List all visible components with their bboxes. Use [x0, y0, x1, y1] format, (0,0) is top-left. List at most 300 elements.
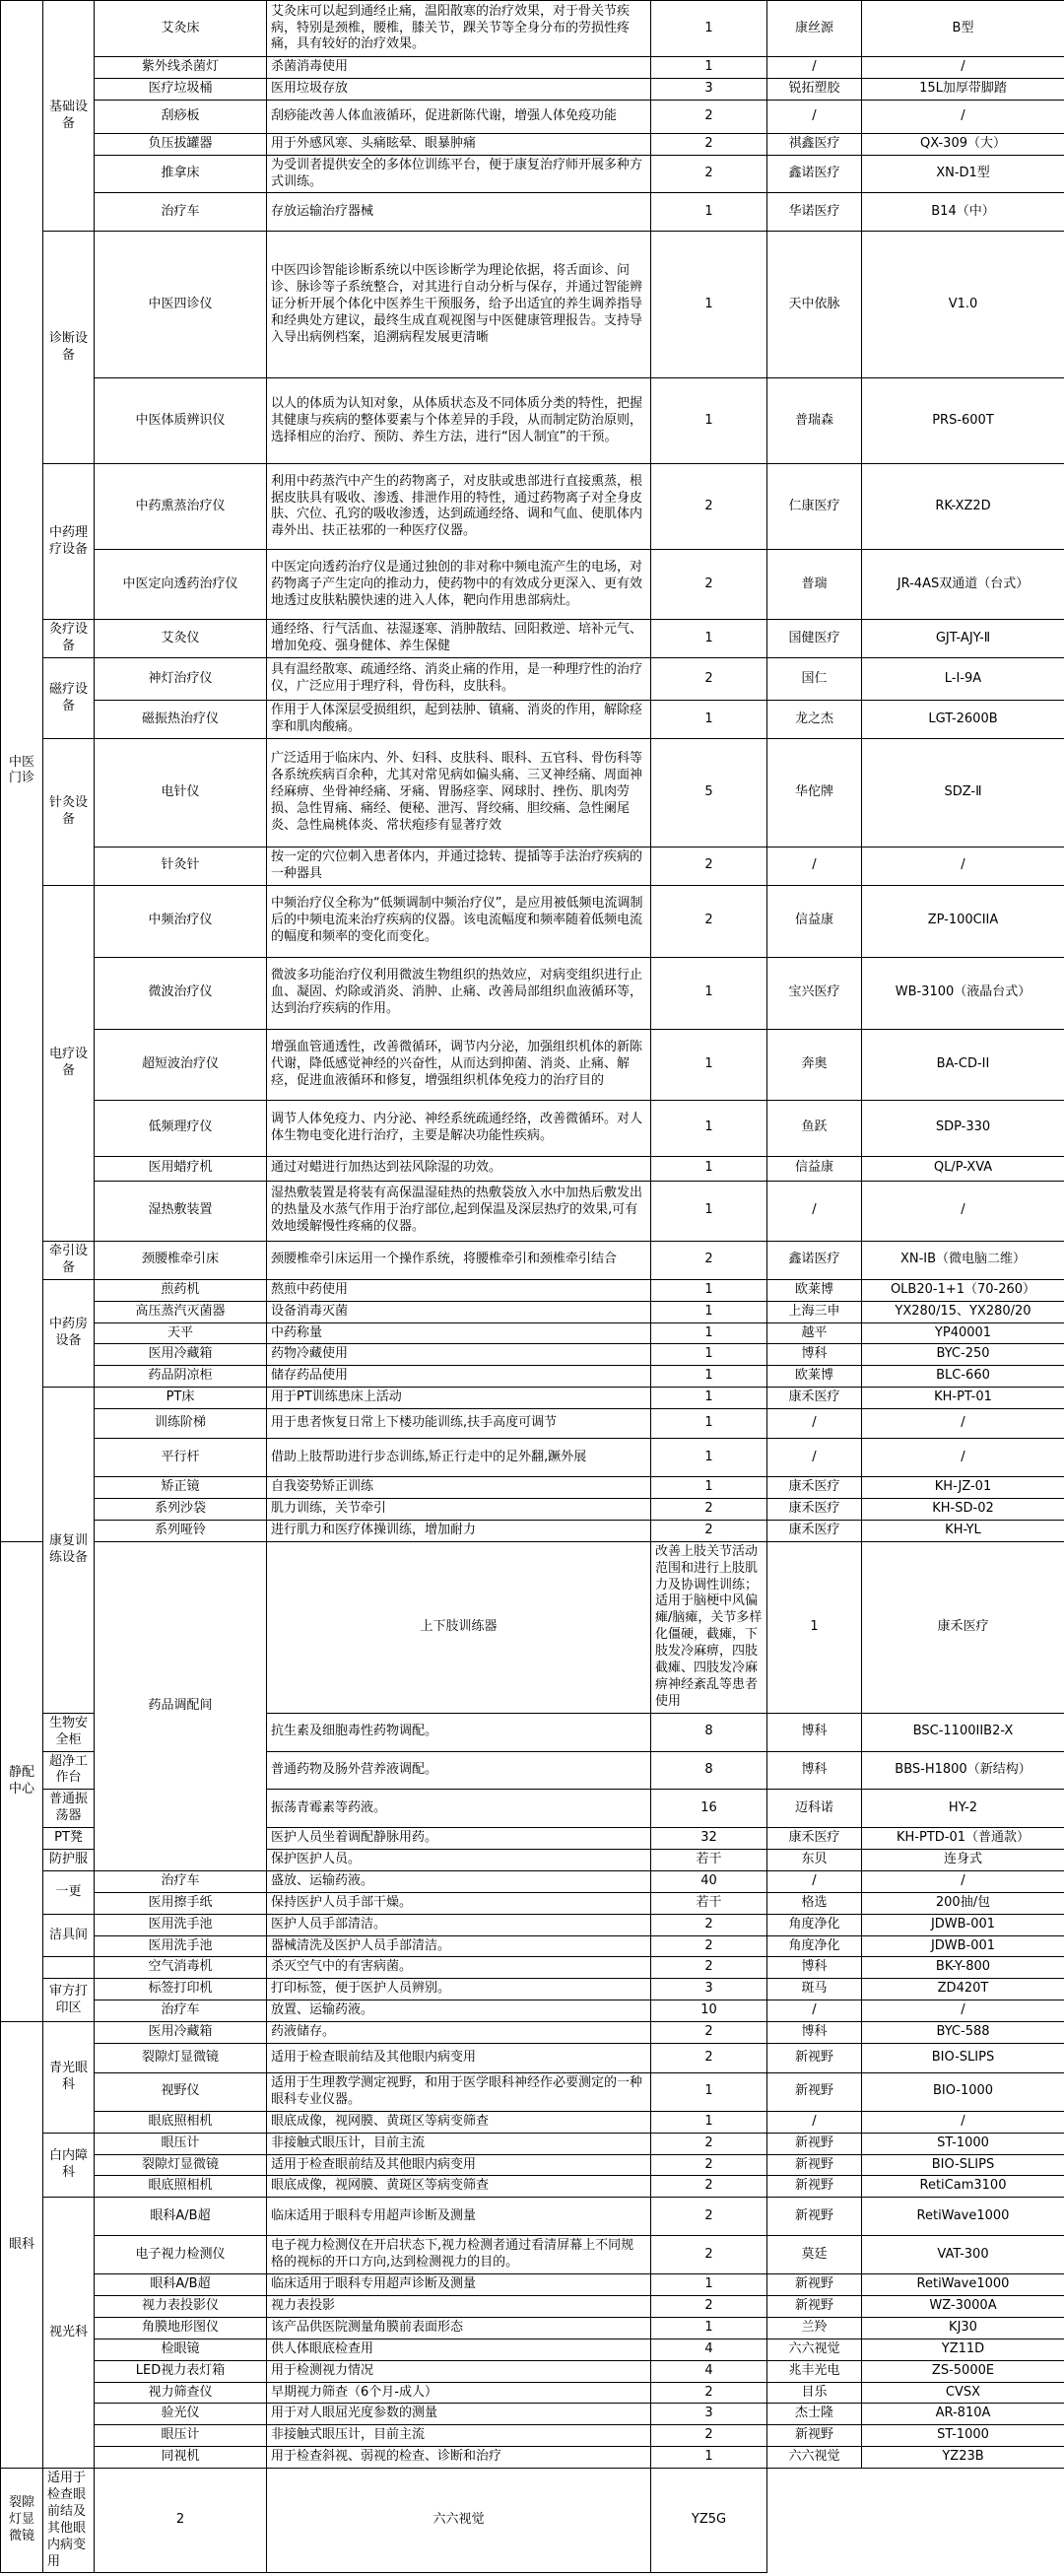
table-row	[1, 2000, 1064, 2022]
function-description-cell: 杀菌消毒使用	[267, 57, 651, 79]
quantity-cell: 4	[651, 2360, 767, 2382]
table-row	[1, 1322, 1064, 1344]
table-row	[1, 2111, 1064, 2133]
quantity-cell: 1	[651, 2111, 767, 2133]
brand-cell: /	[767, 847, 862, 886]
equipment-name-cell: 煎药机	[95, 1279, 267, 1301]
category-cell: 白内障科	[43, 2133, 95, 2198]
brand-cell: 新视野	[767, 2133, 862, 2154]
brand-cell: 博科	[767, 1751, 862, 1790]
brand-cell: /	[767, 1409, 862, 1439]
model-cell: L-I-9A	[862, 658, 1064, 701]
function-description-cell: 振荡青霉素等药液。	[267, 1790, 651, 1828]
model-cell: /	[862, 2111, 1064, 2133]
table-row	[1, 378, 1064, 464]
quantity-cell: 3	[651, 78, 767, 100]
model-cell: BIO-SLIPS	[862, 2043, 1064, 2072]
quantity-cell: 2	[651, 550, 767, 620]
quantity-cell: 2	[651, 2022, 767, 2044]
equipment-name-cell: 医用洗手池	[95, 1914, 267, 1935]
function-description-cell: 为受训者提供安全的多体位训练平台，便于康复治疗师开展多种方式训练。	[267, 155, 651, 193]
equipment-name-cell: 中频治疗仪	[95, 885, 267, 957]
equipment-name-cell: 中药熏蒸治疗仪	[95, 464, 267, 550]
quantity-cell: 2	[651, 133, 767, 155]
brand-cell: 信益康	[767, 885, 862, 957]
quantity-cell: 1	[651, 57, 767, 79]
equipment-name-cell: 艾灸床	[95, 1, 267, 57]
brand-cell: 康禾医疗	[767, 1520, 862, 1541]
model-cell: BIO-SLIPS	[862, 2154, 1064, 2176]
equipment-name-cell: 中医四诊仪	[95, 232, 267, 378]
brand-cell: 东贝	[767, 1849, 862, 1870]
model-cell: YP40001	[862, 1322, 1064, 1344]
table-row	[1, 1439, 1064, 1477]
quantity-cell: 2	[651, 2382, 767, 2404]
table-row	[1, 133, 1064, 155]
model-cell: KH-YL	[862, 1520, 1064, 1541]
brand-cell: 鱼跃	[767, 1100, 862, 1156]
category-cell: 审方打印区	[43, 1979, 95, 2022]
function-description-cell: 保护医护人员。	[267, 1849, 651, 1870]
table-row	[1, 2274, 1064, 2296]
table-row	[1, 2404, 1064, 2425]
table-row	[1, 1870, 1064, 1892]
model-cell: SDP-330	[862, 1100, 1064, 1156]
equipment-name-cell: 医用蜡疗机	[95, 1156, 267, 1181]
category-cell: 基础设备	[43, 1, 95, 232]
quantity-cell: 1	[651, 1344, 767, 1366]
quantity-cell: 2	[651, 1914, 767, 1935]
brand-cell: /	[767, 100, 862, 133]
equipment-table-body	[1, 1, 1064, 2573]
brand-cell: /	[767, 1181, 862, 1241]
equipment-name-cell: 防护服	[43, 1849, 95, 1870]
function-description-cell: 改善上肢关节活动范围和进行上肢肌力及协调性训练；适用于脑梗中风偏瘫/脑瘫，关节多样化僵硬，截瘫，下肢发冷麻痹，四肢截瘫、四肢发冷麻痹神经紊乱等患者使用	[651, 1541, 767, 1713]
quantity-cell: 2	[651, 155, 767, 193]
category-cell: 牵引设备	[43, 1241, 95, 1279]
quantity-cell: 8	[651, 1713, 767, 1751]
quantity-cell: 2	[651, 1499, 767, 1521]
equipment-name-cell: 眼压计	[95, 2425, 267, 2447]
quantity-cell: 1	[651, 1366, 767, 1388]
function-description-cell: 医护人员坐着调配静脉用药。	[267, 1828, 651, 1850]
brand-cell: 康禾医疗	[767, 1828, 862, 1850]
model-cell: WB-3100（液晶台式）	[862, 957, 1064, 1029]
brand-cell: 鑫诺医疗	[767, 1241, 862, 1279]
model-cell: YZ5G	[651, 2469, 767, 2573]
brand-cell: /	[767, 1439, 862, 1477]
equipment-name-cell: 医用擦手纸	[95, 1892, 267, 1914]
brand-cell: 新视野	[767, 2043, 862, 2072]
table-row	[1, 1520, 1064, 1541]
model-cell: BSC-1100IIB2-X	[862, 1713, 1064, 1751]
table-row	[1, 620, 1064, 658]
category-cell: 药品调配间	[95, 1541, 267, 1870]
function-description-cell: 杀灭空气中的有害病菌。	[267, 1957, 651, 1979]
equipment-name-cell: 眼科A/B超	[95, 2274, 267, 2296]
brand-cell: /	[767, 57, 862, 79]
quantity-cell: 2	[651, 2154, 767, 2176]
table-row	[1, 2176, 1064, 2198]
model-cell: /	[862, 1439, 1064, 1477]
equipment-name-cell: 眼底照相机	[95, 2176, 267, 2198]
equipment-name-cell: 上下肢训练器	[267, 1541, 651, 1713]
model-cell: KH-JZ-01	[862, 1477, 1064, 1499]
function-description-cell: 自我姿势矫正训练	[267, 1477, 651, 1499]
table-row	[1, 2295, 1064, 2317]
equipment-name-cell: 超净工作台	[43, 1751, 95, 1790]
brand-cell: 信益康	[767, 1156, 862, 1181]
model-cell: HY-2	[862, 1790, 1064, 1828]
model-cell: JDWB-001	[862, 1914, 1064, 1935]
table-row	[1, 1366, 1064, 1388]
quantity-cell: 40	[651, 1870, 767, 1892]
function-description-cell: 设备消毒灭菌	[267, 1301, 651, 1322]
quantity-cell: 1	[651, 1181, 767, 1241]
brand-cell: 奔奥	[767, 1029, 862, 1100]
table-row	[1, 1477, 1064, 1499]
function-description-cell: 中医四诊智能诊断系统以中医诊断学为理论依据，将舌面诊、问诊、脉诊等子系统整合，对其进行自动分析与保存，并通过智能辨证分析开展个体化中医养生干预服务，给予出适宜的养生调养指导和经典处方建议，最终生成直观视图与中医健康管理报告。支持导入导出病例档案，追溯病程发展更清晰	[267, 232, 651, 378]
table-row	[1, 1301, 1064, 1322]
equipment-name-cell: 眼压计	[95, 2133, 267, 2154]
quantity-cell: 2	[651, 1241, 767, 1279]
function-description-cell: 眼底成像，视网膜、黄斑区等病变筛查	[267, 2176, 651, 2198]
function-description-cell: 中频治疗仪全称为“低频调制中频治疗仪”，是应用被低频电流调制后的中频电流来治疗疾病的仪器。该电流幅度和频率随着低频电流的幅度和频率的变化而变化。	[267, 885, 651, 957]
brand-cell: 康禾医疗	[767, 1477, 862, 1499]
equipment-name-cell: 微波治疗仪	[95, 957, 267, 1029]
model-cell: JDWB-001	[862, 1935, 1064, 1957]
brand-cell: 博科	[767, 1344, 862, 1366]
model-cell: XN-IB（微电脑二维）	[862, 1241, 1064, 1279]
function-description-cell: 放置、运输药液。	[267, 2000, 651, 2022]
equipment-name-cell: 超短波治疗仪	[95, 1029, 267, 1100]
model-cell: ZP-100CIIA	[862, 885, 1064, 957]
quantity-cell: 2	[651, 1957, 767, 1979]
brand-cell: 杰士隆	[767, 2404, 862, 2425]
quantity-cell: 1	[651, 1100, 767, 1156]
brand-cell: 康禾医疗	[767, 1388, 862, 1409]
brand-cell: 越平	[767, 1322, 862, 1344]
quantity-cell: 1	[651, 2447, 767, 2469]
table-row	[1, 847, 1064, 886]
quantity-cell: 1	[651, 1279, 767, 1301]
equipment-name-cell: 裂隙灯显微镜	[95, 2043, 267, 2072]
quantity-cell: 1	[651, 701, 767, 739]
function-description-cell: 用于检测视力情况	[267, 2360, 651, 2382]
equipment-name-cell: 磁振热治疗仪	[95, 701, 267, 739]
quantity-cell: 4	[651, 2339, 767, 2360]
brand-cell: 格选	[767, 1892, 862, 1914]
model-cell: SDZ-Ⅱ	[862, 739, 1064, 847]
table-row	[1, 1029, 1064, 1100]
quantity-cell: 1	[651, 232, 767, 378]
equipment-name-cell: 电针仪	[95, 739, 267, 847]
equipment-name-cell: 医用洗手池	[95, 1935, 267, 1957]
brand-cell: 新视野	[767, 2425, 862, 2447]
model-cell: /	[862, 847, 1064, 886]
table-row	[1, 550, 1064, 620]
function-description-cell: 医护人员手部清洁。	[267, 1914, 651, 1935]
equipment-name-cell: 训练阶梯	[95, 1409, 267, 1439]
quantity-cell: 1	[651, 1409, 767, 1439]
equipment-name-cell: 艾灸仪	[95, 620, 267, 658]
function-description-cell: 颈腰椎牵引床运用一个操作系统，将腰椎牵引和颈椎牵引结合	[267, 1241, 651, 1279]
quantity-cell: 1	[651, 2317, 767, 2339]
table-row	[1, 100, 1064, 133]
category-cell: 康复训练设备	[43, 1388, 95, 1713]
quantity-cell: 2	[651, 658, 767, 701]
table-row	[1, 57, 1064, 79]
brand-cell: 新视野	[767, 2072, 862, 2111]
brand-cell: 迈科诺	[767, 1790, 862, 1828]
brand-cell: 新视野	[767, 2154, 862, 2176]
brand-cell: 六六视觉	[767, 2447, 862, 2469]
quantity-cell: 1	[651, 2274, 767, 2296]
function-description-cell: 用于外感风寒、头痛眩晕、眼暴肿痛	[267, 133, 651, 155]
table-row	[1, 1935, 1064, 1957]
quantity-cell: 1	[651, 1322, 767, 1344]
equipment-name-cell: 空气消毒机	[95, 1957, 267, 1979]
table-row	[1, 2469, 1064, 2573]
model-cell: JR-4AS双通道（台式）	[862, 550, 1064, 620]
equipment-name-cell: 平行杆	[95, 1439, 267, 1477]
brand-cell: 新视野	[767, 2274, 862, 2296]
brand-cell: 博科	[767, 1713, 862, 1751]
equipment-name-cell: 视野仪	[95, 2072, 267, 2111]
brand-cell: 新视野	[767, 2198, 862, 2236]
function-description-cell: 药液储存。	[267, 2022, 651, 2044]
category-cell: 针灸设备	[43, 739, 95, 886]
table-row	[1, 2133, 1064, 2154]
function-description-cell: 艾灸床可以起到通经止痛，温阳散寒的治疗效果，对于骨关节疾病，特别是颈椎，腰椎，膝关节，踝关节等全身分布的劳损性疼痛，具有较好的治疗效果。	[267, 1, 651, 57]
table-row	[1, 2360, 1064, 2382]
model-cell: GJT-AJY-Ⅱ	[862, 620, 1064, 658]
category-cell: 中药房设备	[43, 1279, 95, 1387]
function-description-cell: 通过对蜡进行加热达到祛风除湿的功效。	[267, 1156, 651, 1181]
model-cell: B14（中）	[862, 193, 1064, 232]
quantity-cell: 1	[651, 1477, 767, 1499]
function-description-cell: 视力表投影	[267, 2295, 651, 2317]
category-cell: 中药理疗设备	[43, 464, 95, 620]
brand-cell: 华佗牌	[767, 739, 862, 847]
equipment-name-cell: 系列沙袋	[95, 1499, 267, 1521]
quantity-cell: 3	[651, 2404, 767, 2425]
table-row	[1, 2317, 1064, 2339]
quantity-cell: 1	[651, 1301, 767, 1322]
function-description-cell: 存放运输治疗器械	[267, 193, 651, 232]
model-cell: RetiWave1000	[862, 2274, 1064, 2296]
model-cell: /	[862, 1181, 1064, 1241]
table-row	[1, 1541, 1064, 1713]
equipment-name-cell: 系列哑铃	[95, 1520, 267, 1541]
equipment-name-cell: 刮痧板	[95, 100, 267, 133]
equipment-name-cell: 高压蒸汽灭菌器	[95, 1301, 267, 1322]
table-row	[1, 1156, 1064, 1181]
function-description-cell: 借助上肢帮助进行步态训练,矫正行走中的足外翻,蹶外展	[267, 1439, 651, 1477]
function-description-cell: 具有温经散寒、疏通经络、消炎止痛的作用，是一种理疗性的治疗仪，广泛应用于理疗科，骨伤科，皮肤科。	[267, 658, 651, 701]
model-cell: YZ23B	[862, 2447, 1064, 2469]
quantity-cell: 2	[651, 1520, 767, 1541]
equipment-name-cell: 医用冷藏箱	[95, 2022, 267, 2044]
function-description-cell: 适用于生理教学测定视野，和用于医学眼科神经作必要测定的一种眼科专业仪器。	[267, 2072, 651, 2111]
table-row	[1, 155, 1064, 193]
quantity-cell: 1	[651, 1156, 767, 1181]
model-cell: RetiWave1000	[862, 2198, 1064, 2236]
table-row	[1, 1279, 1064, 1301]
equipment-name-cell: 天平	[95, 1322, 267, 1344]
quantity-cell: 2	[651, 464, 767, 550]
quantity-cell: 2	[651, 2043, 767, 2072]
model-cell: XN-D1型	[862, 155, 1064, 193]
function-description-cell: 普通药物及肠外营养液调配。	[267, 1751, 651, 1790]
function-description-cell: 适用于检查眼前结及其他眼内病变用	[267, 2154, 651, 2176]
model-cell: 15L加厚带脚踏	[862, 78, 1064, 100]
equipment-name-cell: 电子视力检测仪	[95, 2236, 267, 2274]
function-description-cell: 肌力训练，关节牵引	[267, 1499, 651, 1521]
model-cell: CVSX	[862, 2382, 1064, 2404]
equipment-name-cell: LED视力表灯箱	[95, 2360, 267, 2382]
model-cell: PRS-600T	[862, 378, 1064, 464]
model-cell: BYC-250	[862, 1344, 1064, 1366]
function-description-cell: 用于PT训练患床上活动	[267, 1388, 651, 1409]
brand-cell: 宝兴医疗	[767, 957, 862, 1029]
category-cell: 视光科	[43, 2198, 95, 2469]
function-description-cell: 熬煎中药使用	[267, 1279, 651, 1301]
equipment-name-cell: 检眼镜	[95, 2339, 267, 2360]
brand-cell: 普瑞森	[767, 378, 862, 464]
function-description-cell: 临床适用于眼科专用超声诊断及测量	[267, 2274, 651, 2296]
quantity-cell: 1	[651, 2072, 767, 2111]
quantity-cell: 32	[651, 1828, 767, 1850]
model-cell: BLC-660	[862, 1366, 1064, 1388]
table-row	[1, 1979, 1064, 2000]
brand-cell: 天中依脉	[767, 232, 862, 378]
brand-cell: 普瑞	[767, 550, 862, 620]
brand-cell: 博科	[767, 1957, 862, 1979]
function-description-cell: 按一定的穴位刺入患者体内，并通过捻转、提插等手法治疗疾病的一种器具	[267, 847, 651, 886]
brand-cell: 国仁	[767, 658, 862, 701]
equipment-name-cell: 颈腰椎牵引床	[95, 1241, 267, 1279]
equipment-name-cell: 紫外线杀菌灯	[95, 57, 267, 79]
function-description-cell: 增强血管通透性，改善微循环，调节内分泌，加强组织机体的新陈代谢，降低感觉神经的兴奋性，从而达到抑菌、消炎、止痛、解痉，促进血液循环和修复，增强组织机体免疫力的治疗目的	[267, 1029, 651, 1100]
equipment-name-cell: 中医体质辨识仪	[95, 378, 267, 464]
brand-cell: 斑马	[767, 1979, 862, 2000]
category-cell: 磁疗设备	[43, 658, 95, 739]
brand-cell: 国健医疗	[767, 620, 862, 658]
brand-cell: 华诺医疗	[767, 193, 862, 232]
model-cell: B型	[862, 1, 1064, 57]
table-row	[1, 2022, 1064, 2044]
brand-cell: 康丝源	[767, 1, 862, 57]
model-cell: BK-Y-800	[862, 1957, 1064, 1979]
category-cell	[43, 1957, 95, 1979]
equipment-name-cell: 验光仪	[95, 2404, 267, 2425]
quantity-cell: 2	[651, 2198, 767, 2236]
function-description-cell: 适用于检查眼前结及其他眼内病变用	[43, 2469, 95, 2573]
quantity-cell: 1	[651, 1, 767, 57]
brand-cell: 康禾医疗	[767, 1499, 862, 1521]
brand-cell: 仁康医疗	[767, 464, 862, 550]
department-cell: 眼科	[1, 2022, 43, 2469]
quantity-cell: 2	[95, 2469, 267, 2573]
brand-cell: 六六视觉	[767, 2339, 862, 2360]
table-row	[1, 2072, 1064, 2111]
brand-cell: 新视野	[767, 2295, 862, 2317]
brand-cell: /	[767, 2000, 862, 2022]
model-cell: YX280/15、YX280/20	[862, 1301, 1064, 1322]
model-cell: 连身式	[862, 1849, 1064, 1870]
quantity-cell: 3	[651, 1979, 767, 2000]
quantity-cell: 5	[651, 739, 767, 847]
table-row	[1, 1344, 1064, 1366]
equipment-name-cell: 药品阴凉柜	[95, 1366, 267, 1388]
quantity-cell: 1	[651, 193, 767, 232]
model-cell: 200抽/包	[862, 1892, 1064, 1914]
table-row	[1, 658, 1064, 701]
model-cell: /	[862, 2000, 1064, 2022]
model-cell: ST-1000	[862, 2133, 1064, 2154]
quantity-cell: 2	[651, 100, 767, 133]
quantity-cell: 1	[651, 1029, 767, 1100]
category-cell: 灸疗设备	[43, 620, 95, 658]
quantity-cell: 8	[651, 1751, 767, 1790]
quantity-cell: 1	[651, 378, 767, 464]
brand-cell: 兰羚	[767, 2317, 862, 2339]
table-row	[1, 1409, 1064, 1439]
brand-cell: 兆丰光电	[767, 2360, 862, 2382]
function-description-cell: 中药称量	[267, 1322, 651, 1344]
function-description-cell: 通经络、行气活血、祛湿逐寒、消肿散结、回阳救逆、培补元气、增加免疫、强身健体、养生保健	[267, 620, 651, 658]
table-row	[1, 1892, 1064, 1914]
model-cell: LGT-2600B	[862, 701, 1064, 739]
category-cell: 诊断设备	[43, 232, 95, 464]
equipment-name-cell: 治疗车	[95, 1870, 267, 1892]
model-cell: QX-309（大）	[862, 133, 1064, 155]
quantity-cell: 2	[651, 885, 767, 957]
equipment-name-cell: 同视机	[95, 2447, 267, 2469]
quantity-cell: 10	[651, 2000, 767, 2022]
equipment-name-cell: 眼科A/B超	[95, 2198, 267, 2236]
brand-cell: 龙之杰	[767, 701, 862, 739]
function-description-cell: 该产品供医院测量角膜前表面形态	[267, 2317, 651, 2339]
department-cell: 中医门诊	[1, 1, 43, 1542]
table-row	[1, 232, 1064, 378]
quantity-cell: 2	[651, 2295, 767, 2317]
table-row	[1, 739, 1064, 847]
quantity-cell: 1	[651, 620, 767, 658]
quantity-cell: 若干	[651, 1892, 767, 1914]
table-row	[1, 2339, 1064, 2360]
model-cell: RK-XZ2D	[862, 464, 1064, 550]
table-row	[1, 464, 1064, 550]
quantity-cell: 2	[651, 2133, 767, 2154]
brand-cell: 上海三申	[767, 1301, 862, 1322]
equipment-name-cell: 裂隙灯显微镜	[95, 2154, 267, 2176]
brand-cell: 欧莱博	[767, 1279, 862, 1301]
quantity-cell: 1	[767, 1541, 862, 1713]
model-cell: ST-1000	[862, 2425, 1064, 2447]
table-row	[1, 2198, 1064, 2236]
model-cell: RetiCam3100	[862, 2176, 1064, 2198]
equipment-name-cell: 普通振荡器	[43, 1790, 95, 1828]
equipment-name-cell: 负压拔罐器	[95, 133, 267, 155]
brand-cell: 角度净化	[767, 1935, 862, 1957]
function-description-cell: 调节人体免疫力、内分泌、神经系统疏通经络，改善微循环。对人体生物电变化进行治疗，主要是解决功能性疾病。	[267, 1100, 651, 1156]
model-cell: BIO-1000	[862, 2072, 1064, 2111]
function-description-cell: 早期视力筛查（6个月-成人）	[267, 2382, 651, 2404]
function-description-cell: 保持医护人员手部干燥。	[267, 1892, 651, 1914]
table-row	[1, 2043, 1064, 2072]
